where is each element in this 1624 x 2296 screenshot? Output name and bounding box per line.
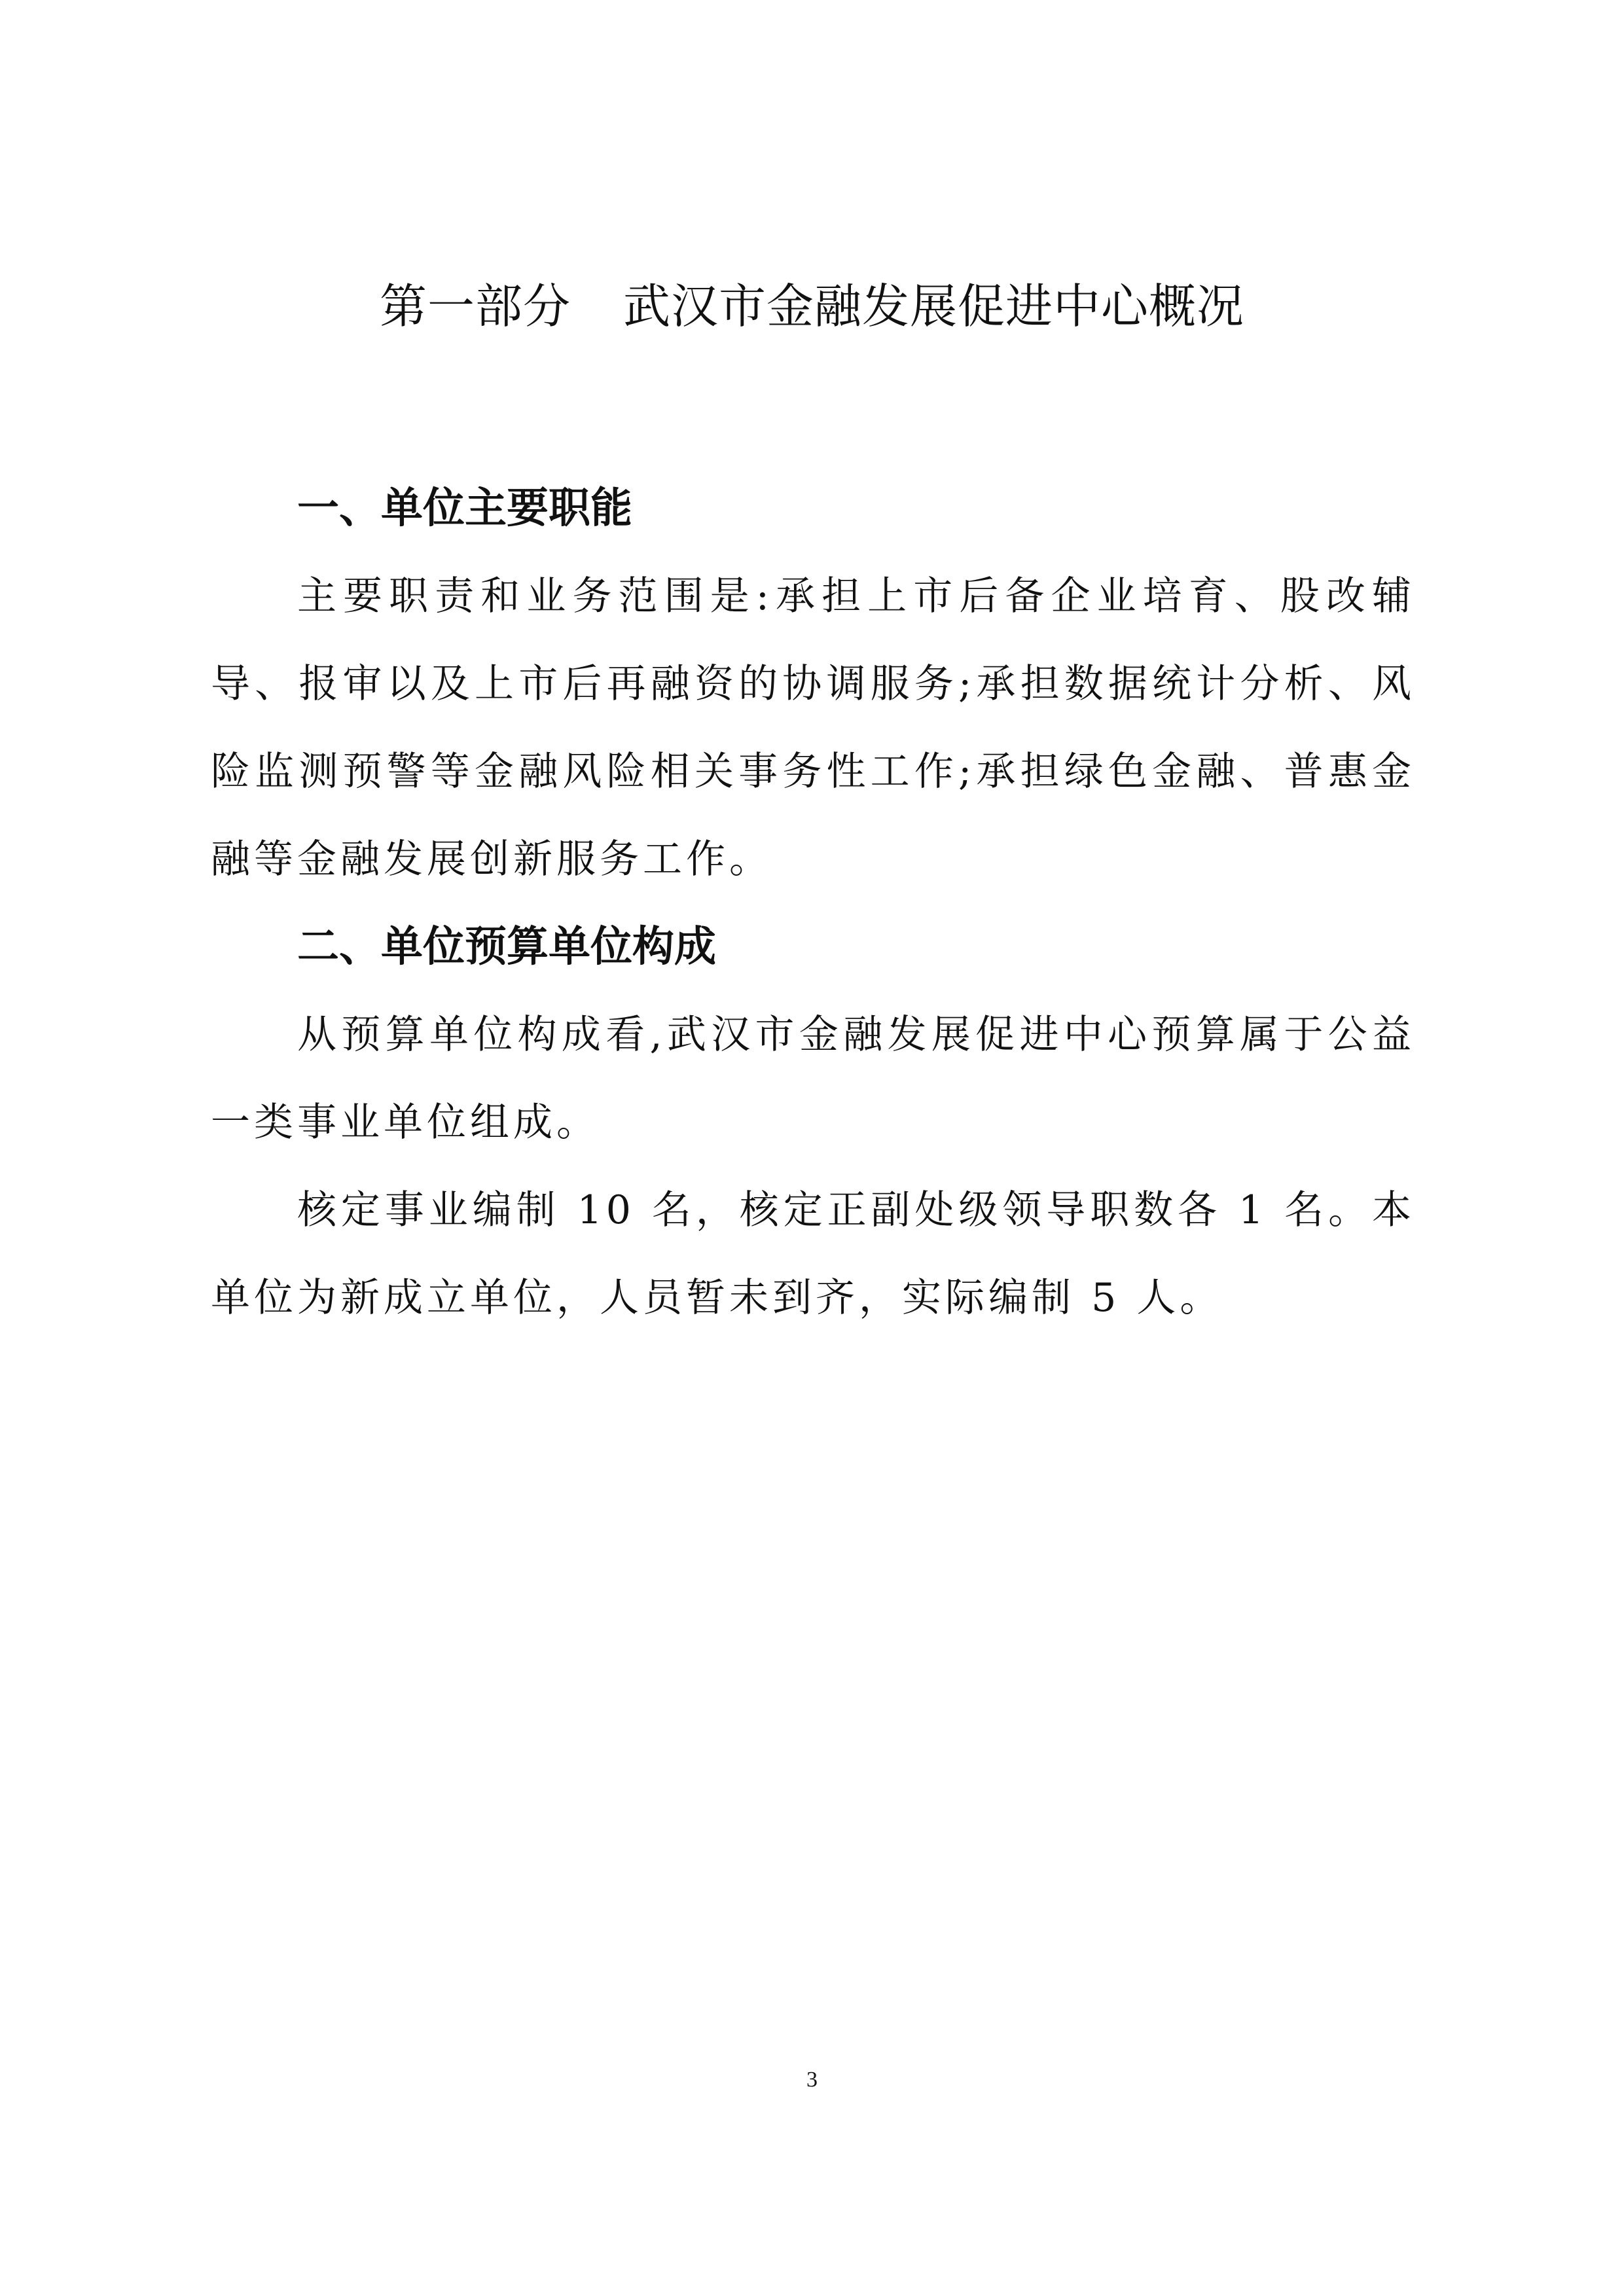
title-main: 武汉市金融发展促进中心概况 [623, 279, 1245, 334]
page-number: 3 [806, 2068, 818, 2092]
document-body [211, 465, 1415, 1342]
page-title [0, 274, 1624, 339]
section-heading-budget-units: 二、单位预算单位构成 [297, 923, 716, 971]
paragraph-budget-units: 从预算单位构成看,武汉市金融发展促进中心预算属于公益一类事业单位组成。 [211, 1012, 1415, 1145]
paragraph-functions: 主要职责和业务范围是:承担上市后备企业培育、股改辅导、报审以及上市后再融资的协调服务;承担数据统计分析、风险监测预警等金融风险相关事务性工作;承担绿色金融、普惠金融等金融发展创新服务工作。 [211, 573, 1415, 882]
section-heading-functions: 一、单位主要职能 [297, 484, 632, 533]
paragraph-staffing: 核定事业编制 10 名，核定正副处级领导职数各 1 名。本单位为新成立单位，人员暂未到齐，实际编制 5 人。 [211, 1187, 1415, 1321]
title-part: 第一部分 [379, 279, 571, 334]
